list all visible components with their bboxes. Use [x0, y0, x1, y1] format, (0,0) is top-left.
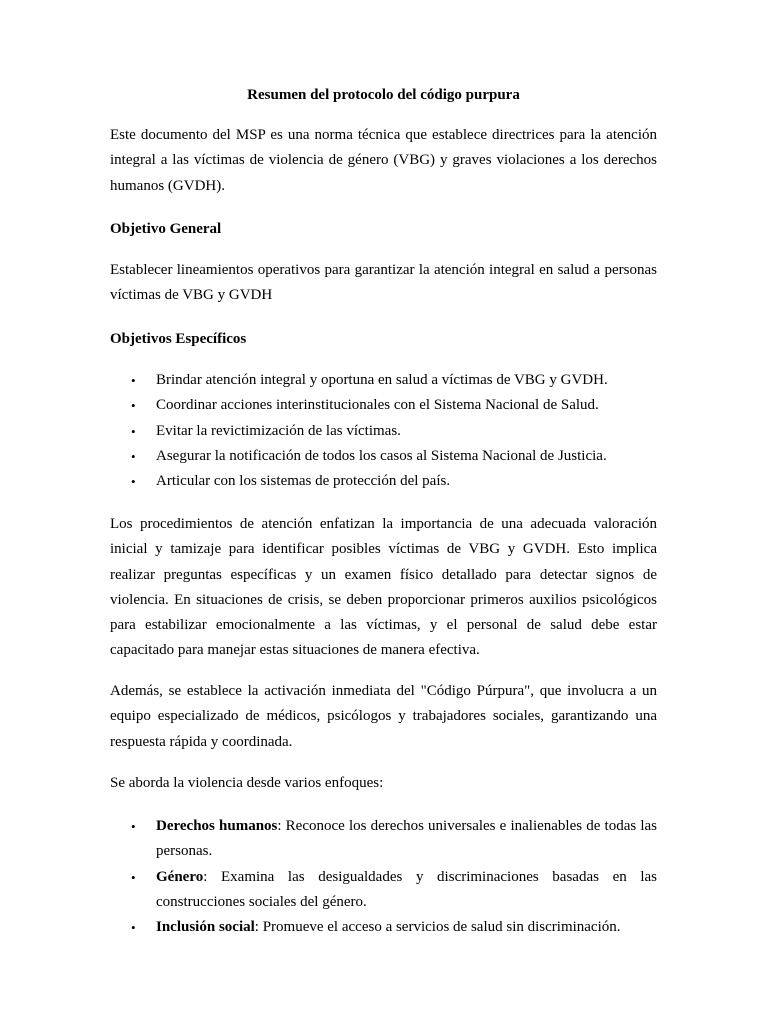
bullet-icon: •: [131, 920, 136, 936]
list-item: • Asegurar la notificación de todos los casos al Sistema Nacional de Justicia.: [110, 444, 657, 469]
approach-term: Derechos humanos: [156, 818, 278, 834]
approach-description: : Reconoce los derechos universales e inalienables de todas las personas.: [156, 818, 657, 860]
bullet-icon: •: [131, 448, 136, 464]
approaches-intro: Se aborda la violencia desde varios enfoques:: [110, 775, 384, 791]
list-item: • Articular con los sistemas de protección del país.: [110, 469, 657, 494]
bullet-icon: •: [131, 398, 136, 414]
approaches-list: [110, 814, 657, 940]
list-item: • Evitar la revictimización de las víctimas.: [110, 419, 657, 444]
bullet-icon: •: [131, 423, 136, 439]
activation-paragraph: Además, se establece la activación inmediata del "Código Púrpura", que involucra a un equipo especializado de médicos, psicólogos y trabajadores sociales, garantizando una respuesta rápida y coordinada.: [110, 683, 657, 750]
list-item: • Coordinar acciones interinstitucionales con el Sistema Nacional de Salud.: [110, 393, 657, 418]
list-item: [110, 865, 657, 916]
approach-description: : Promueve el acceso a servicios de salud sin discriminación.: [254, 919, 621, 936]
bullet-icon: •: [131, 373, 136, 388]
list-item: • Brindar atención integral y oportuna en salud a víctimas de VBG y GVDH.: [110, 368, 657, 393]
specific-objectives-heading: Objetivos Específicos: [110, 331, 247, 347]
document-title: Resumen del protocolo del código purpura: [247, 87, 520, 103]
general-objective-text: Establecer lineamientos operativos para garantizar la atención integral en salud a personas víctimas de VBG y GVDH: [110, 262, 657, 304]
approach-term: Inclusión social: [156, 919, 255, 936]
bullet-icon: •: [131, 869, 136, 885]
procedures-paragraph: Los procedimientos de atención enfatizan la importancia de una adecuada valoración inicial y tamizaje para identificar posibles víctimas de VBG y GVDH. Esto implica realizar preguntas específicas y un examen físico detallado para detectar signos de violencia. En situaciones de crisis, se deben proporcionar primeros auxilios psicológicos para estabilizar emocionalmente a las víctimas, y el personal de salud debe estar capacitado para manejar estas situaciones de manera efectiva.: [110, 516, 657, 659]
list-item: [110, 814, 657, 865]
approach-description: : Examina las desigualdades y discriminaciones basadas en las construcciones sociales del género.: [156, 868, 657, 910]
specific-objectives-list: [110, 368, 657, 494]
list-item: [110, 915, 657, 940]
bullet-icon: •: [131, 819, 136, 834]
intro-paragraph: Este documento del MSP es una norma técnica que establece directrices para la atención integral a las víctimas de violencia de género (VBG) y graves violaciones a los derechos humanos (GVDH).: [110, 127, 657, 194]
general-objective-heading: Objetivo General: [110, 221, 222, 237]
bullet-icon: •: [131, 474, 136, 490]
approach-term: Género: [156, 868, 204, 885]
